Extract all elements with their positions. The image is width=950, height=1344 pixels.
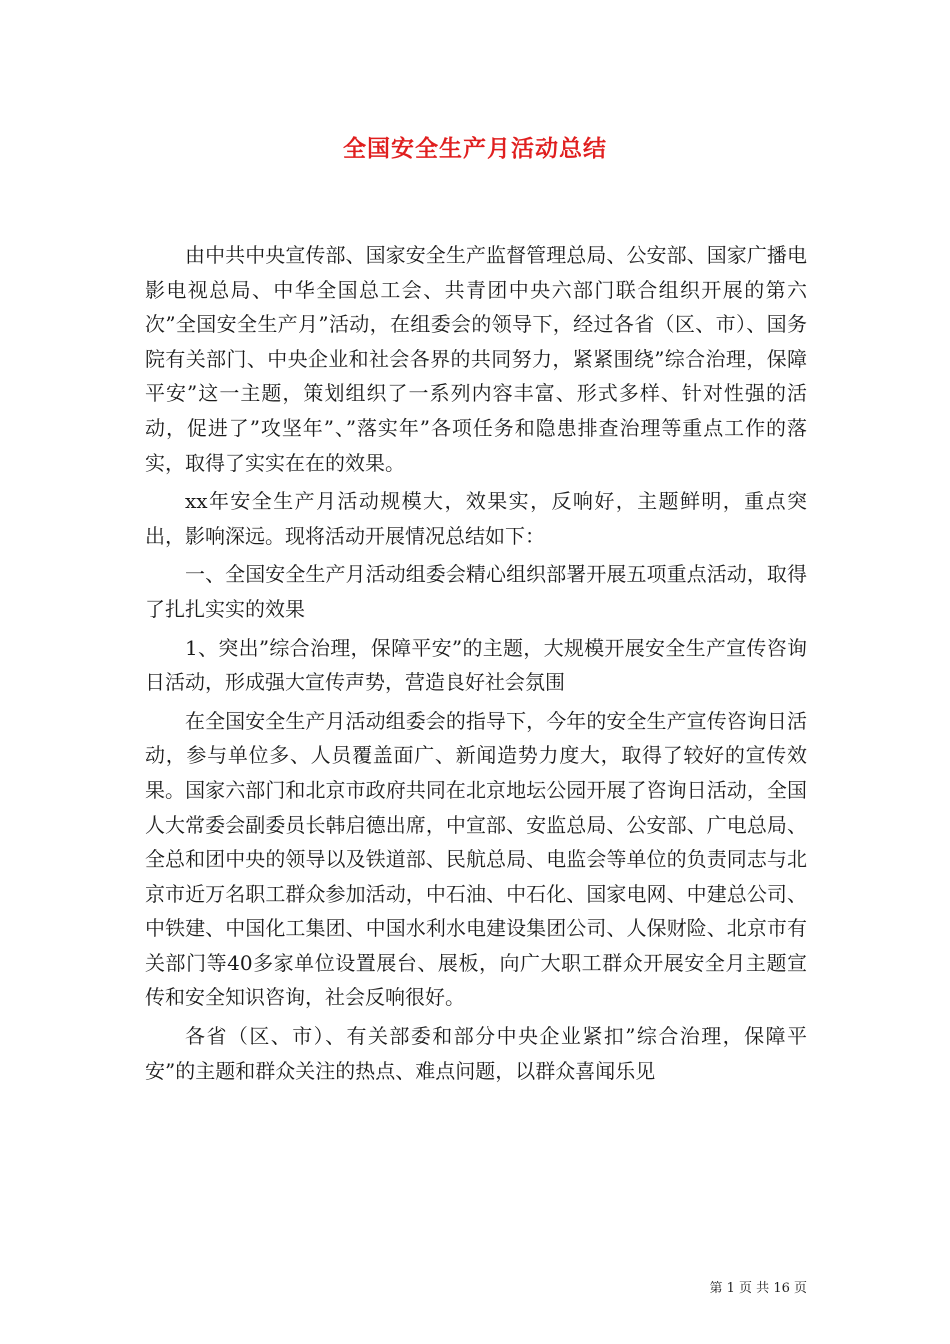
paragraph-provinces: 各省（区、市）、有关部委和部分中央企业紧扣”综合治理，保障平安”的主题和群众关注的热点、难点问题，以群众喜闻乐见 [145,1024,807,1083]
document-body [145,238,807,1092]
subsection-heading-1: 1、突出”综合治理，保障平安”的主题，大规模开展安全生产宣传咨询日活动，形成强大宣传声势，营造良好社会氛围 [145,635,807,695]
paragraph-intro: 由中共中央宣传部、国家安全生产监督管理总局、公安部、国家广播电影电视总局、中华全国总工会、共青团中央六部门联合组织开展的第六次”全国安全生产月”活动，在组委会的领导下，经过各省（区、市）、国务院有关部门、中央企业和社会各界的共同努力，紧紧围绕”综合治理，保障平安”这一主题，策划组织了一系列内容丰富、形式多样、针对性强的活动，促进了”攻坚年”、”落实年”各项任务和隐患排查治理等重点工作的落实，取得了实实在在的效果。 [145,243,807,475]
page-number-footer: 第 1 页 共 16 页 [709,1281,807,1296]
paragraph-summary: xx年安全生产月活动规模大，效果实，反响好，主题鲜明，重点突出，影响深远。现将活动开展情况总结如下： [145,489,807,548]
document-title: 全国安全生产月活动总结 [343,135,607,162]
paragraph-consultation-day: 在全国安全生产月活动组委会的指导下，今年的安全生产宣传咨询日活动，参与单位多、人员覆盖面广、新闻造势力度大，取得了较好的宣传效果。国家六部门和北京市政府共同在北京地坛公园开展了咨询日活动，全国人大常委会副委员长韩启德出席，中宣部、安监总局、公安部、广电总局、全总和团中央的领导以及铁道部、民航总局、电监会等单位的负责同志与北京市近万名职工群众参加活动，中石油、中石化、国家电网、中建总公司、中铁建、中国化工集团、中国水利水电建设集团公司、人保财险、北京市有关部门等40多家单位设置展台、展板，向广大职工群众开展安全月主题宣传和安全知识咨询，社会反响很好。 [145,708,807,1010]
section-heading-1: 一、全国安全生产月活动组委会精心组织部署开展五项重点活动，取得了扎扎实实的效果 [145,562,807,621]
